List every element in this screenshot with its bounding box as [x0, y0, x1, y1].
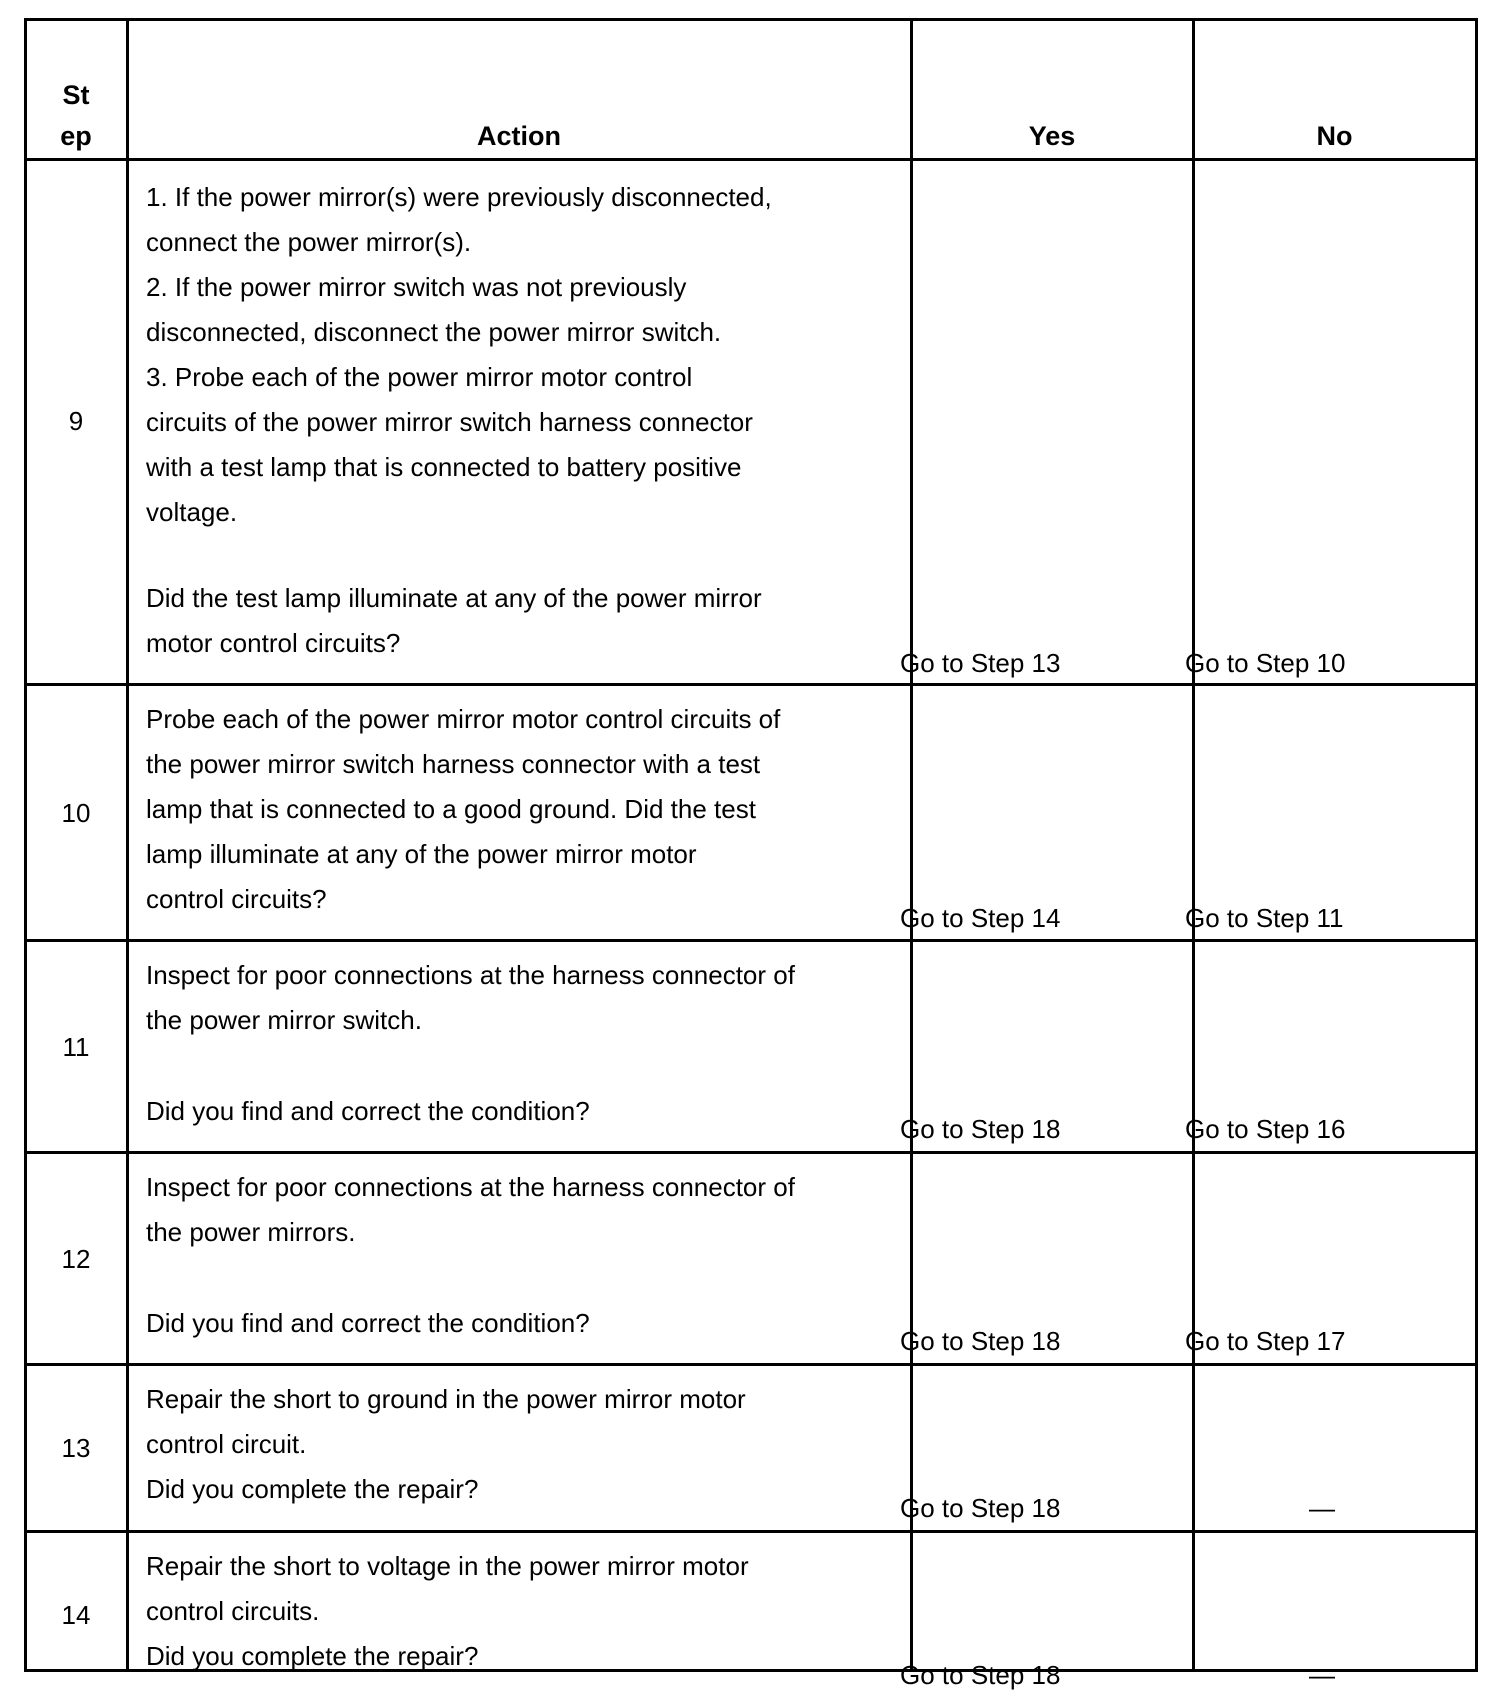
header-no: No [1316, 121, 1353, 151]
action-line: voltage. [146, 497, 238, 527]
action-line: with a test lamp that is connected to battery positive [146, 452, 742, 482]
action-question [146, 1301, 906, 1346]
action-line: disconnected, disconnect the power mirror switch. [146, 317, 722, 347]
step-number: 12 [61, 1244, 91, 1274]
action-line: Repair the short to ground in the power mirror motor [146, 1384, 746, 1414]
no-result: Go to Step 16 [1185, 1114, 1346, 1144]
action-question [146, 1089, 906, 1134]
action-line: control circuits? [146, 884, 327, 914]
yes-result: Go to Step 14 [900, 903, 1061, 933]
step-number: 13 [61, 1433, 91, 1463]
row-divider [24, 1151, 1478, 1154]
header-step [24, 75, 128, 157]
no-result: Go to Step 11 [1185, 903, 1344, 933]
no-result: Go to Step 10 [1185, 648, 1346, 678]
action-line: lamp illuminate at any of the power mirror motor [146, 839, 697, 869]
step-number: 10 [61, 798, 91, 828]
yes-result: Go to Step 18 [900, 1493, 1061, 1523]
action-text [146, 1544, 906, 1679]
row-divider [24, 1530, 1478, 1533]
step-number: 9 [68, 406, 84, 436]
diagnostic-table [24, 18, 1478, 1690]
action-line: Probe each of the power mirror motor control circuits of [146, 704, 781, 734]
header-yes: Yes [1028, 121, 1076, 151]
action-line: Inspect for poor connections at the harness connector of [146, 960, 795, 990]
header-divider [24, 158, 1478, 161]
action-line: lamp that is connected to a good ground. Did the test [146, 794, 756, 824]
row-divider [24, 939, 1478, 942]
action-line: Inspect for poor connections at the harness connector of [146, 1172, 795, 1202]
step-number: 11 [62, 1032, 90, 1062]
action-line: connect the power mirror(s). [146, 227, 472, 257]
action-line: Did you complete the repair? [146, 1641, 479, 1671]
header-step-line: St [62, 80, 90, 110]
action-line: the power mirrors. [146, 1217, 356, 1247]
row-divider [24, 1363, 1478, 1366]
action-line: motor control circuits? [146, 628, 401, 658]
table-border-right [1475, 18, 1478, 1672]
column-divider-yes [1192, 18, 1195, 1672]
action-line: circuits of the power mirror switch harness connector [146, 407, 753, 437]
action-line: the power mirror switch harness connector with a test [146, 749, 761, 779]
table-border-top [24, 18, 1478, 21]
action-text [146, 175, 906, 535]
action-text [146, 697, 906, 922]
header-step-line: ep [60, 121, 92, 151]
yes-result: Go to Step 18 [900, 1114, 1061, 1144]
yes-result: Go to Step 13 [900, 648, 1061, 678]
action-question [146, 576, 906, 666]
action-text [146, 1377, 906, 1512]
action-text [146, 1165, 906, 1255]
action-line: 1. If the power mirror(s) were previously disconnected, [146, 182, 772, 212]
action-line: Repair the short to voltage in the power mirror motor [146, 1551, 749, 1581]
no-result: — [1309, 1493, 1335, 1523]
action-line: control circuit. [146, 1429, 307, 1459]
column-divider-step [126, 18, 129, 1672]
action-line: Did the test lamp illuminate at any of the power mirror [146, 583, 762, 613]
no-result: Go to Step 17 [1185, 1326, 1346, 1356]
action-line: control circuits. [146, 1596, 320, 1626]
yes-result: Go to Step 18 [900, 1326, 1061, 1356]
action-line: Did you find and correct the condition? [146, 1308, 590, 1338]
step-number: 14 [61, 1600, 91, 1630]
no-result: — [1309, 1660, 1335, 1690]
action-text [146, 953, 906, 1043]
action-line: 3. Probe each of the power mirror motor control [146, 362, 693, 392]
table-border-left [24, 18, 27, 1672]
header-action: Action [477, 121, 561, 151]
column-divider-action [910, 18, 913, 1672]
action-line: Did you find and correct the condition? [146, 1096, 590, 1126]
action-line: Did you complete the repair? [146, 1474, 479, 1504]
yes-result: Go to Step 18 [900, 1660, 1061, 1690]
action-line: the power mirror switch. [146, 1005, 422, 1035]
action-line: 2. If the power mirror switch was not previously [146, 272, 687, 302]
